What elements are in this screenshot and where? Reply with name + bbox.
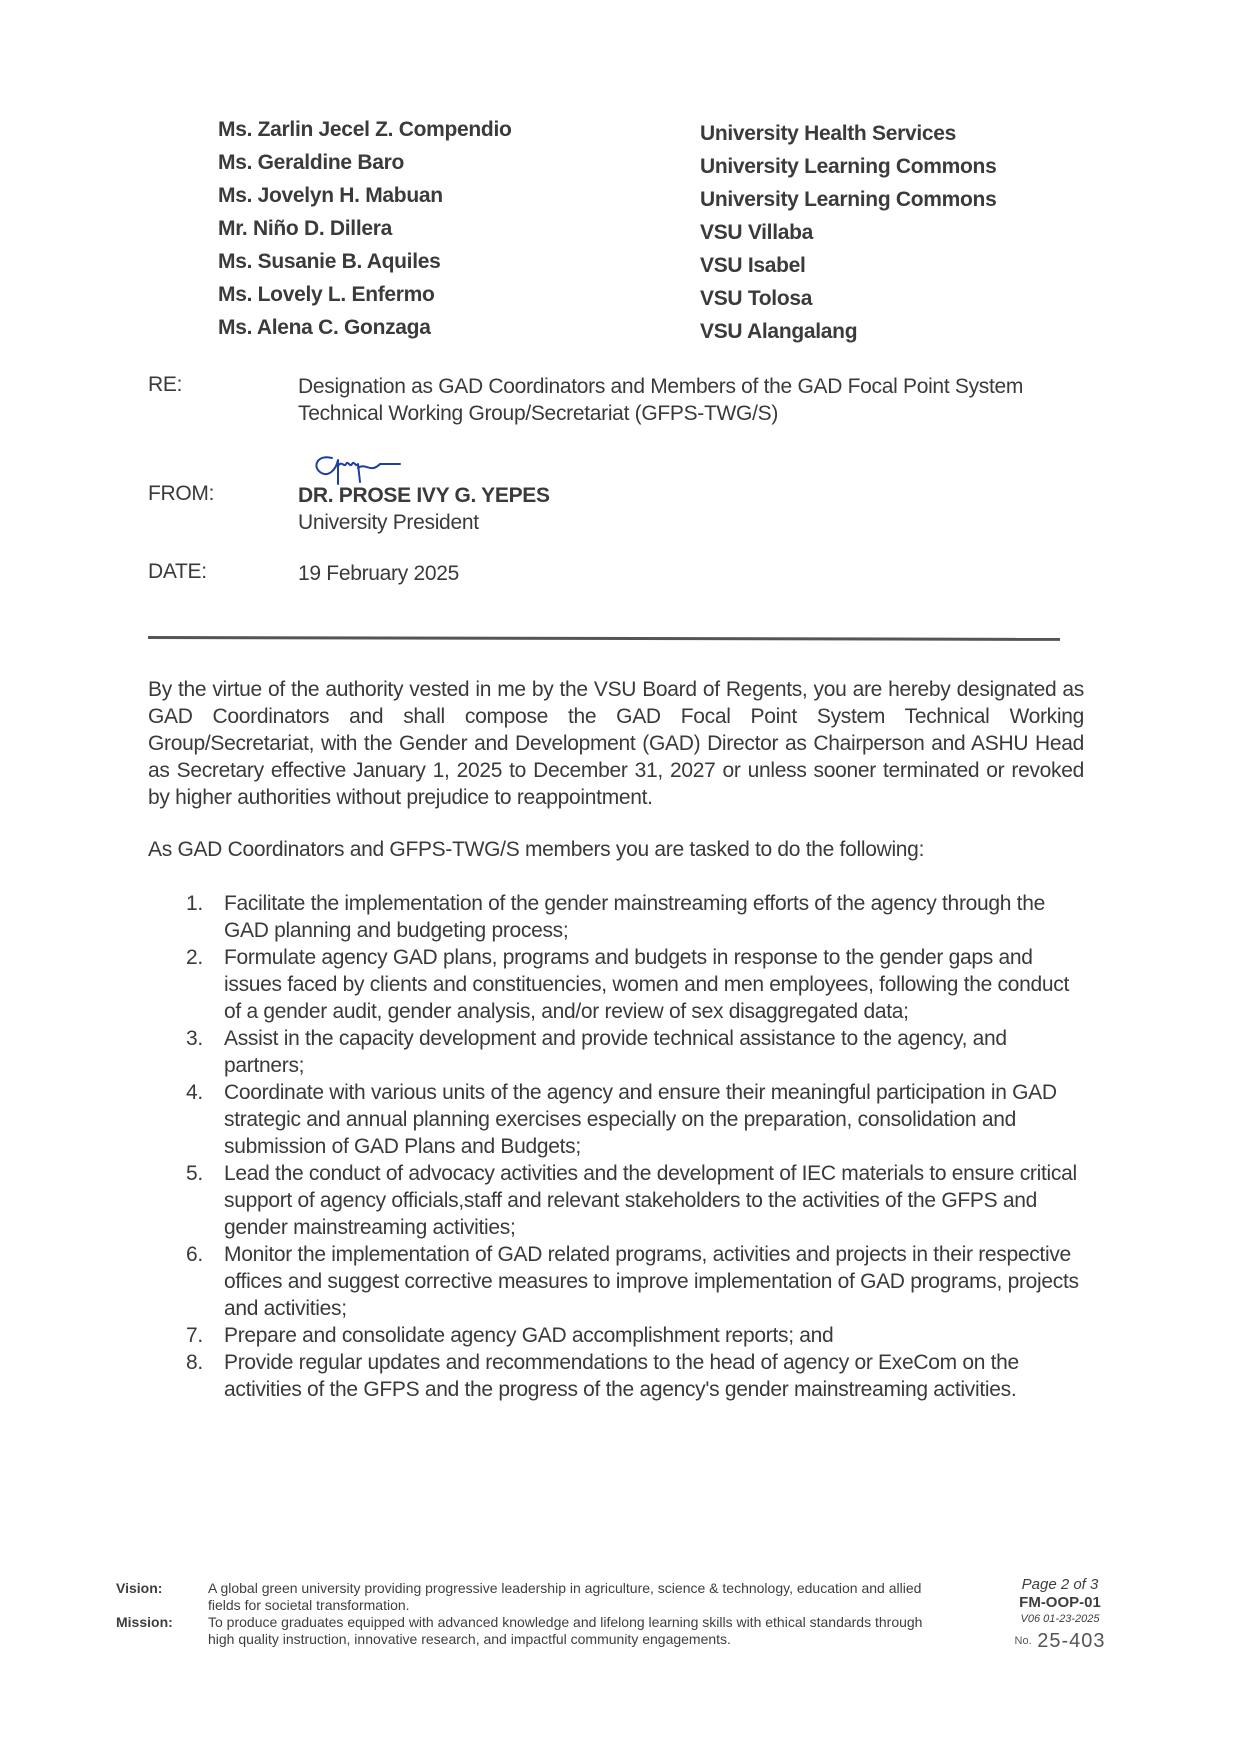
task-item (186, 944, 1086, 1025)
divider-line (148, 636, 1060, 641)
task-text: Monitor the implementation of GAD related programs, activities and projects in their respective offices and suggest corrective measures to improve implementation of GAD programs, projects and activities; (224, 1243, 1079, 1320)
recipient-row (218, 118, 1118, 151)
task-text: Coordinate with various units of the agency and ensure their meaningful participation in GAD strategic and annual planning exercises especially on the preparation, consolidation and submission of GAD Plans and Budgets; (224, 1081, 1057, 1158)
from-label: FROM: (148, 482, 215, 505)
document-info (996, 1576, 1124, 1655)
task-number: 4. (186, 1081, 203, 1104)
date-label: DATE: (148, 560, 207, 583)
task-item (186, 1160, 1086, 1241)
recipient-row (218, 316, 1118, 349)
recipient-row (218, 217, 1118, 250)
recipient-office: VSU Alangalang (700, 320, 858, 343)
recipient-row (218, 283, 1118, 316)
re-label: RE: (148, 373, 183, 396)
mission-text: To produce graduates equipped with advanced knowledge and lifelong learning skills with ethical standards through high quality instruction, innovative research, and impactful community engagements. (208, 1614, 923, 1647)
date-value: 19 February 2025 (298, 562, 459, 585)
task-item (186, 1241, 1086, 1322)
task-number: 5. (186, 1162, 203, 1185)
tasks-intro: As GAD Coordinators and GFPS-TWG/S members you are tasked to do the following: (148, 838, 925, 861)
from-title: University President (298, 511, 479, 534)
task-text: Assist in the capacity development and provide technical assistance to the agency, and partners; (224, 1027, 1007, 1077)
page-indicator: Page 2 of 3 (1021, 1576, 1099, 1593)
recipient-name: Ms. Susanie B. Aquiles (218, 250, 441, 273)
recipient-office: University Learning Commons (700, 155, 997, 178)
footer-vision-mission (116, 1580, 1136, 1648)
task-text: Lead the conduct of advocacy activities and the development of IEC materials to ensure critical support of agency officials,staff and relevant stakeholders to the activities of the GFPS and gender mainstreaming activities; (224, 1162, 1077, 1239)
recipient-office: University Health Services (700, 122, 957, 145)
form-code: FM-OOP-01 (1019, 1594, 1101, 1611)
task-text: Provide regular updates and recommendations to the head of agency or ExeCom on the activities of the GFPS and the progress of the agency's gender mainstreaming activities. (224, 1351, 1019, 1401)
task-item (186, 1322, 1086, 1349)
document-number-prefix: No. (1014, 1635, 1032, 1647)
task-number: 1. (186, 892, 203, 915)
task-item (186, 1079, 1086, 1160)
task-text: Facilitate the implementation of the gender mainstreaming efforts of the agency through the GAD planning and budgeting process; (224, 892, 1045, 942)
task-number: 3. (186, 1027, 203, 1050)
mission-row (116, 1614, 1136, 1648)
re-subject: Designation as GAD Coordinators and Members of the GAD Focal Point System Technical Working Group/Secretariat (GFPS-TWG/S) (298, 375, 1024, 425)
task-number: 8. (186, 1351, 203, 1374)
recipient-office: VSU Villaba (700, 221, 814, 244)
form-version: V06 01-23-2025 (1020, 1613, 1100, 1625)
recipient-office: VSU Isabel (700, 254, 806, 277)
task-list (186, 890, 1086, 1403)
task-number: 6. (186, 1243, 203, 1266)
recipient-name: Ms. Zarlin Jecel Z. Compendio (218, 118, 512, 141)
document-number (996, 1627, 1124, 1655)
vision-text: A global green university providing progressive leadership in agriculture, science & technology, education and allied fields for societal transformation. (208, 1580, 922, 1613)
recipient-list (218, 118, 1118, 349)
task-item (186, 890, 1086, 944)
recipient-name: Ms. Lovely L. Enfermo (218, 283, 435, 306)
task-number: 2. (186, 946, 203, 969)
recipient-name: Ms. Alena C. Gonzaga (218, 316, 431, 339)
designation-paragraph: By the virtue of the authority vested in me by the VSU Board of Regents, you are hereby designated as GAD Coordinators and shall compose the GAD Focal Point System Technical Working Group/Secretariat, with the Gender and Development (GAD) Director as Chairperson and ASHU Head as Secretary effective January 1, 2025 to December 31, 2027 or unless sooner terminated or revoked by higher authorities without prejudice to reappointment. (148, 678, 1084, 809)
recipient-name: Mr. Niño D. Dillera (218, 217, 392, 240)
recipient-row (218, 184, 1118, 217)
from-block (298, 482, 1058, 536)
recipient-office: VSU Tolosa (700, 287, 813, 310)
recipient-name: Ms. Geraldine Baro (218, 151, 404, 174)
recipient-row (218, 250, 1118, 283)
vision-row (116, 1580, 1136, 1614)
document-number-value: 25-403 (1037, 1630, 1106, 1652)
task-item (186, 1025, 1086, 1079)
from-name: DR. PROSE IVY G. YEPES (298, 484, 550, 507)
task-number: 7. (186, 1324, 203, 1347)
task-text: Formulate agency GAD plans, programs and budgets in response to the gender gaps and issues faced by clients and constituencies, women and men employees, following the conduct of a gender audit, gender analysis, and/or review of sex disaggregated data; (224, 946, 1069, 1023)
mission-label: Mission: (116, 1614, 173, 1630)
recipient-name: Ms. Jovelyn H. Mabuan (218, 184, 443, 207)
recipient-office: University Learning Commons (700, 188, 997, 211)
recipient-row (218, 151, 1118, 184)
task-item (186, 1349, 1086, 1403)
vision-label: Vision: (116, 1580, 163, 1596)
task-text: Prepare and consolidate agency GAD accomplishment reports; and (224, 1324, 834, 1347)
